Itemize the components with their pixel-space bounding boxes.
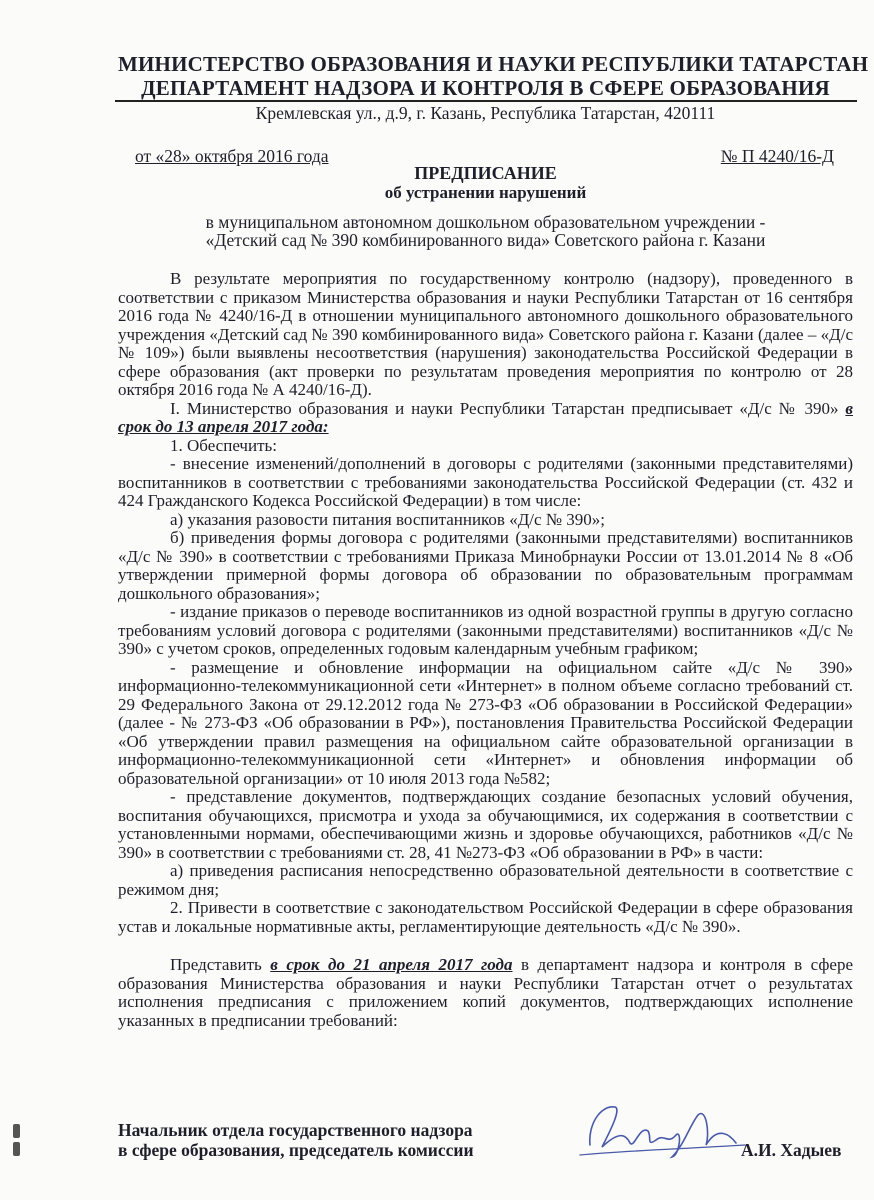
institution-line-1: в муниципальном автономном дошкольном образовательном учреждении - bbox=[205, 212, 766, 232]
institution-line-2: «Детский сад № 390 комбинированного вида» Советского района г. Казани bbox=[205, 230, 766, 250]
orders-paragraph: - издание приказов о переводе воспитанников из одной возрастной группы в другую согласно требованиям условий договора с родителями (законными представителями) воспитанников «Д/с № 390» с учетом сроков, определенных годовым календарным учебным графиком; bbox=[118, 602, 853, 658]
paragraph-gap bbox=[118, 936, 853, 956]
report-paragraph bbox=[118, 956, 853, 1030]
handwritten-signature bbox=[560, 1085, 760, 1170]
section-1-paragraph bbox=[118, 400, 853, 437]
documents-sub-a: а) приведения расписания непосредственно образовательной деятельности в соответствие с режимом дня; bbox=[118, 861, 853, 899]
ministry-header: МИНИСТЕРСТВО ОБРАЗОВАНИЯ И НАУКИ РЕСПУБЛИКИ ТАТАРСТАН bbox=[118, 52, 869, 76]
document-subtitle: об устранении нарушений bbox=[384, 183, 587, 202]
document-date: от «28» октября 2016 года bbox=[135, 146, 329, 166]
signer-position-line-1: Начальник отдела государственного надзора bbox=[118, 1120, 473, 1140]
report-suffix: в департамент надзора и контроля в сфере образования Министерства образования и науки Республики Татарстан отчет о результатах исполнения предписания с приложением копий документов, подтверждающих исполнение указанных в предписании требований: bbox=[118, 955, 853, 1030]
document-title: ПРЕДПИСАНИЕ bbox=[414, 163, 557, 183]
item-1: 1. Обеспечить: bbox=[170, 435, 277, 455]
document-number: № П 4240/16-Д bbox=[720, 146, 834, 166]
binder-holes bbox=[10, 1120, 24, 1160]
item-2: 2. Привести в соответствие с законодательством Российской Федерации в сфере образования устав и локальные нормативные акты, регламентирующие деятельность «Д/с № 390». bbox=[118, 898, 853, 936]
website-paragraph: - размещение и обновление информации на официальном сайте «Д/с № 390» информационно-телекоммуникационной сети «Интернет» в полном объеме согласно требований ст. 29 Федерального Закона от 29.12.2012 года № 273-ФЗ «Об образовании в Российской Федерации» (далее - № 273-ФЗ «Об образовании в РФ»), постановления Правительства Российской Федерации «Об утверждении правил размещения на официальном сайте образовательной организации в информационно-телекоммуникационной сети «Интернет» и обновления информации об образовательной организации» от 10 июля 2013 года №582; bbox=[118, 657, 853, 788]
report-deadline: в срок до 21 апреля 2017 года bbox=[270, 955, 513, 974]
contracts-paragraph: - внесение изменений/дополнений в договоры с родителями (законными представителями) воспитанников в соответствии с требованиями законодательства Российской Федерации (ст. 432 и 424 Гражданского Кодекса Российской Федерации) в том числе: bbox=[118, 454, 853, 510]
document-body bbox=[118, 270, 853, 1030]
contracts-sub-b: б) приведения формы договора с родителями (законными представителями) воспитанников «Д/с № 390» в соответствии с требованиями Приказа Минобрнауки России от 13.01.2014 № 8 «Об утверждении примерной формы договора об образовании по образовательным программам дошкольного образования»; bbox=[118, 528, 853, 603]
documents-paragraph: - представление документов, подтверждающих создание безопасных условий обучения, воспитания обучающихся, присмотра и ухода за обучающимися, их содержания в соответствии с установленными нормами, обеспечивающими жизнь и здоровье обучающихся, работников «Д/с № 390» в соответствии с требованиями ст. 28, 41 №273-ФЗ «Об образовании в РФ» в части: bbox=[118, 787, 853, 862]
signer-name: А.И. Хадыев bbox=[741, 1140, 842, 1160]
report-prefix: Представить bbox=[170, 955, 271, 974]
signer-position-line-2: в сфере образования, председатель комиссии bbox=[118, 1140, 474, 1160]
section-1-text: I. Министерство образования и науки Республики Татарстан предписывает «Д/с № 390» bbox=[170, 398, 846, 418]
department-header: ДЕПАРТАМЕНТ НАДЗОРА И КОНТРОЛЯ В СФЕРЕ ОБРАЗОВАНИЯ bbox=[141, 76, 830, 100]
contracts-sub-a: а) указания разовости питания воспитанников «Д/с № 390»; bbox=[170, 509, 606, 529]
header-divider bbox=[115, 100, 857, 102]
intro-paragraph: В результате мероприятия по государственному контролю (надзору), проведенного в соответствии с приказом Министерства образования и науки Республики Татарстан от 16 сентября 2016 года № 4240/16-Д в отношении муниципального автономного дошкольного образовательного учреждения «Детский сад № 390 комбинированного вида» Советского района г. Казани (далее – «Д/с № 109») были выявлены несоответствия (нарушения) законодательства Российской Федерации в сфере образования (акт проверки по результатам проведения мероприятия по контролю от 28 октября 2016 года № А 4240/16-Д). bbox=[118, 269, 853, 399]
section-1-deadline: в срок до 13 апреля 2017 года: bbox=[118, 398, 853, 436]
address: Кремлевская ул., д.9, г. Казань, Республика Татарстан, 420111 bbox=[255, 103, 716, 123]
